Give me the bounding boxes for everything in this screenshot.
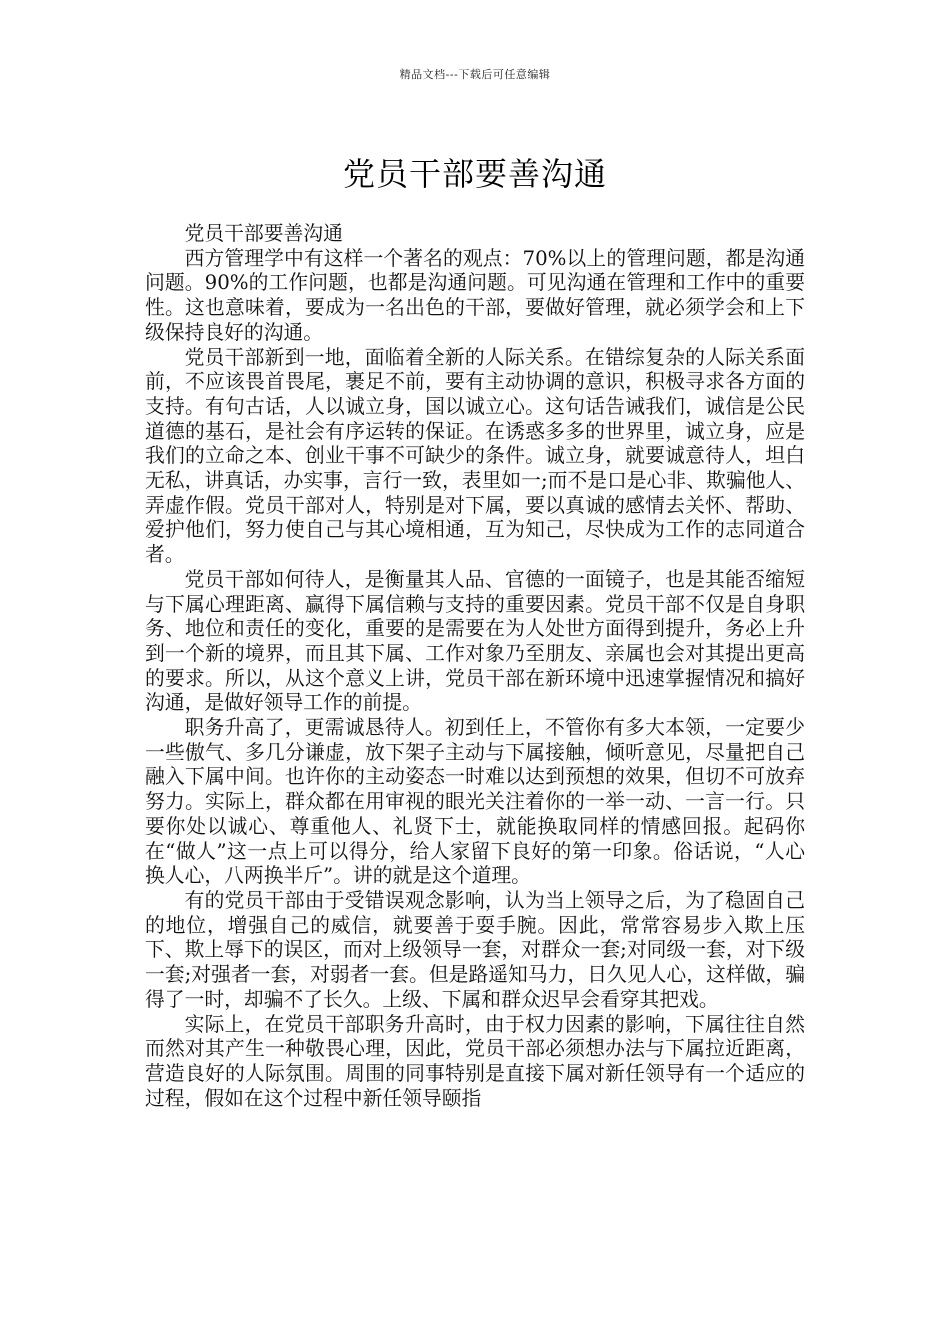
paragraph: 党员干部新到一地，面临着全新的人际关系。在错综复杂的人际关系面前，不应该畏首畏尾，裹足不前，要有主动协调的意识，积极寻求各方面的支持。有句古话，人以诚立身，国以诚立心。这句话告诫我们，诚信是公民道德的基石，是社会有序运转的保证。在诱惑多多的世界里，诚立身，应是我们的立命之本、创业干事不可缺少的条件。诚立身，就要诚意待人，坦白无私，讲真话，办实事，言行一致，表里如一;而不是口是心非、欺骗他人、弄虚作假。党员干部对人，特别是对下属，要以真诚的感情去关怀、帮助、爱护他们，努力使自己与其心境相通，互为知己，尽快成为工作的志同道合者。 (145, 345, 805, 567)
paragraph: 西方管理学中有这样一个著名的观点：70%以上的管理问题，都是沟通问题。90%的工作问题，也都是沟通问题。可见沟通在管理和工作中的重要性。这也意味着，要成为一名出色的干部，要做好管理，就必须学会和上下级保持良好的沟通。 (145, 246, 805, 344)
document-title: 党员干部要善沟通 (342, 155, 607, 194)
paragraph: 有的党员干部由于受错误观念影响，认为当上领导之后，为了稳固自己的地位，增强自己的威信，就要善于耍手腕。因此，常常容易步入欺上压下、欺上辱下的误区，而对上级领导一套，对群众一套;对同级一套，对下级一套;对强者一套，对弱者一套。但是路遥知马力，日久见人心，这样做，骗得了一时，却骗不了长久。上级、下属和群众迟早会看穿其把戏。 (145, 888, 805, 1011)
paragraph: 实际上，在党员干部职务升高时，由于权力因素的影响，下属往往自然而然对其产生一种敬畏心理，因此，党员干部必须想办法与下属拉近距离，营造良好的人际氛围。周围的同事特别是直接下属对新任领导有一个适应的过程，假如在这个过程中新任领导颐指 (145, 1012, 805, 1110)
paragraph: 党员干部如何待人，是衡量其人品、官德的一面镜子，也是其能否缩短与下属心理距离、赢得下属信赖与支持的重要因素。党员干部不仅是自身职务、地位和责任的变化，重要的是需要在为人处世方面得到提升，务必上升到一个新的境界，而且其下属、工作对象乃至朋友、亲属也会对其提出更高的要求。所以，从这个意义上讲，党员干部在新环境中迅速掌握情况和搞好沟通，是做好领导工作的前提。 (145, 567, 805, 715)
header-note: 精品文档---下载后可任意编辑 (399, 68, 551, 81)
paragraph: 职务升高了，更需诚恳待人。初到任上，不管你有多大本领，一定要少一些傲气、多几分谦虚，放下架子主动与下属接触，倾听意见，尽量把自己融入下属中间。也许你的主动姿态一时难以达到预想的效果，但切不可放弃努力。实际上，群众都在用审视的眼光关注着你的一举一动、一言一行。只要你处以诚心、尊重他人、礼贤下士，就能换取同样的情感回报。起码你在“做人”这一点上可以得分，给人家留下良好的第一印象。俗话说，“人心换人心，八两换半斤”。讲的就是这个道理。 (145, 716, 805, 888)
document-body (145, 222, 805, 1111)
paragraph-subtitle: 党员干部要善沟通 (184, 222, 343, 245)
